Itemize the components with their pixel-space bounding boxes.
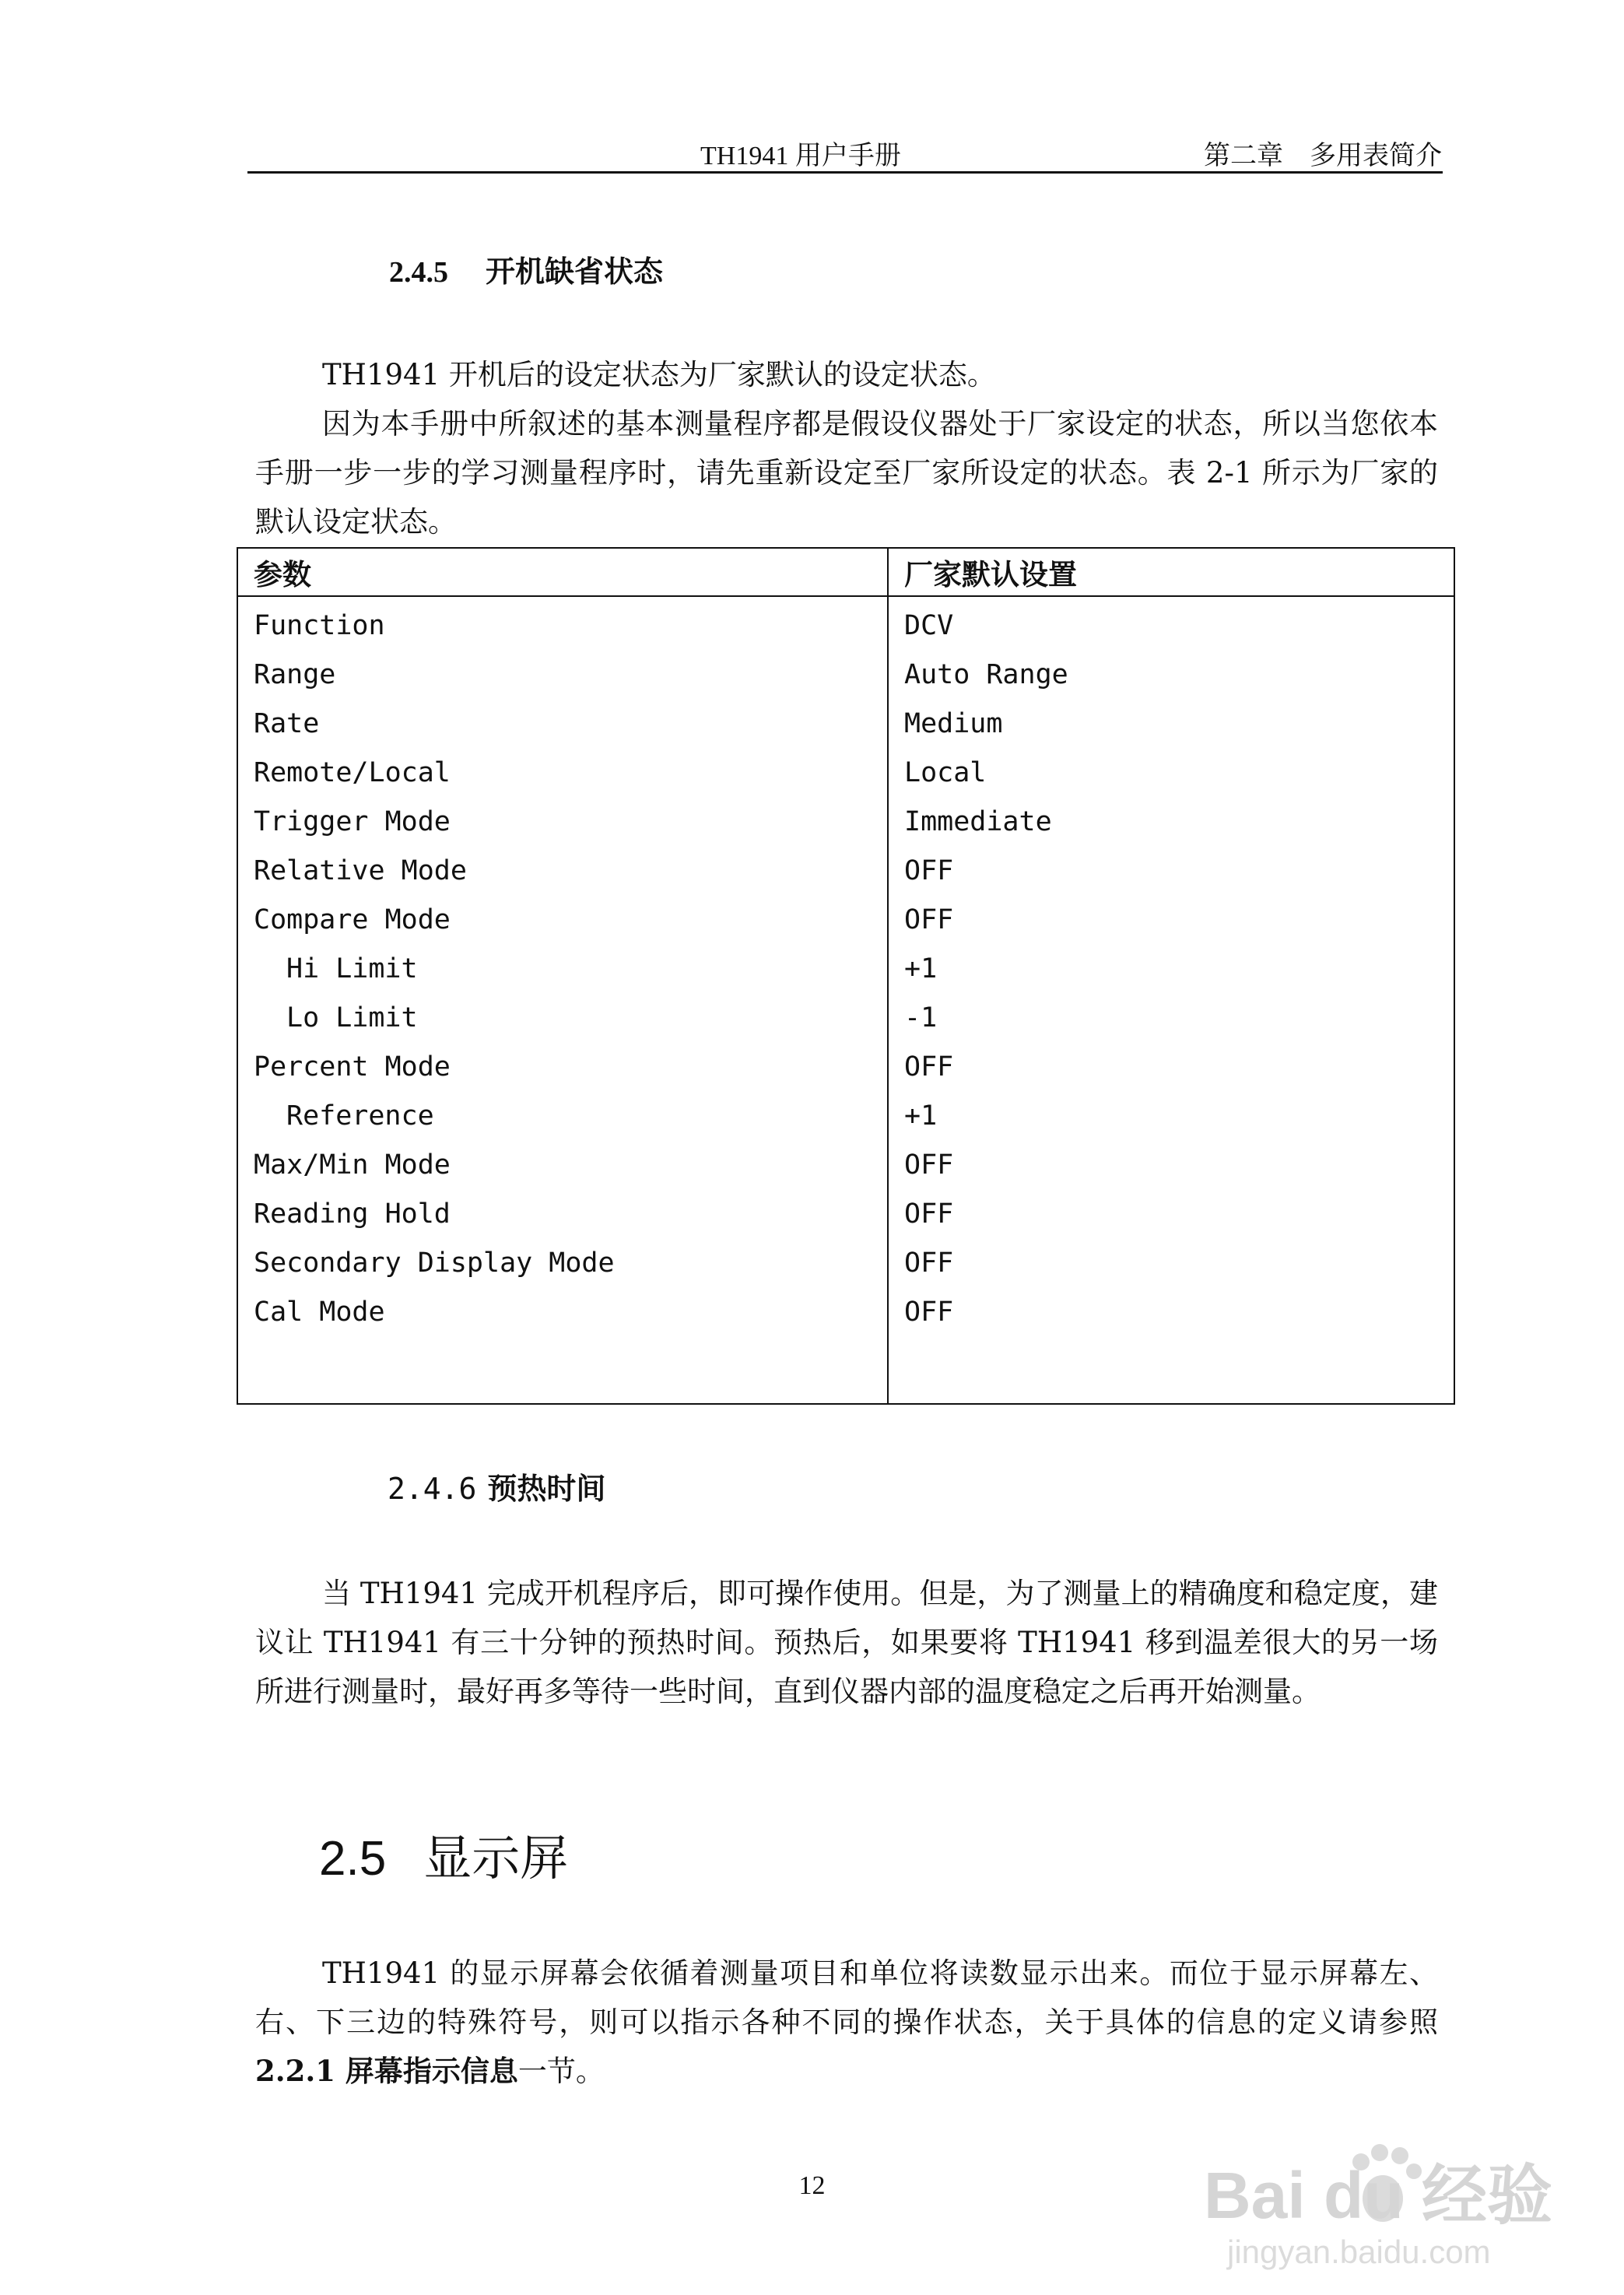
section-2-4-5-heading xyxy=(389,247,663,290)
param-cell: Compare Mode xyxy=(254,904,451,935)
section-2-4-6-heading xyxy=(388,1465,605,1507)
param-cell: Trigger Mode xyxy=(254,806,451,837)
param-cell: Relative Mode xyxy=(254,855,467,886)
warmup-text xyxy=(255,1569,1438,1716)
param-cell: Cal Mode xyxy=(254,1297,385,1328)
value-cell: OFF xyxy=(904,1198,954,1230)
value-column xyxy=(888,596,1454,1404)
section-title: 预热时间 xyxy=(487,1471,606,1506)
param-cell-sub: Hi Limit xyxy=(286,953,418,984)
default-settings-table xyxy=(237,547,1455,1405)
page-number: 12 xyxy=(798,2171,826,2200)
paragraph-tail: 一节。 xyxy=(517,2055,605,2088)
paragraph xyxy=(255,1949,1438,2096)
section-title: 开机缺省状态 xyxy=(486,256,664,289)
value-cell: OFF xyxy=(904,904,954,935)
param-cell: Percent Mode xyxy=(254,1051,451,1083)
param-cell-sub: Reference xyxy=(286,1100,434,1132)
value-cell: OFF xyxy=(904,1248,954,1279)
paragraph: 因为本手册中所叙述的基本测量程序都是假设仪器处于厂家设定的状态，所以当您依本手册一步一步的学习测量程序时，请先重新设定至厂家所设定的状态。表 2-1 所示为厂家的默认设定状态。 xyxy=(255,407,1438,539)
display-text xyxy=(255,1949,1438,2096)
watermark xyxy=(1196,2125,1562,2272)
param-cell: Reading Hold xyxy=(254,1198,451,1230)
value-cell: +1 xyxy=(904,1100,938,1132)
value-cell: Medium xyxy=(904,708,1003,739)
section-2-5-heading xyxy=(319,1820,568,1889)
cross-reference: 2.2.1 屏幕指示信息 xyxy=(255,2054,518,2088)
value-cell: DCV xyxy=(904,610,954,641)
value-cell: OFF xyxy=(904,1051,954,1083)
param-cell: Max/Min Mode xyxy=(254,1149,451,1181)
param-cell: Remote/Local xyxy=(254,757,451,788)
intro-text xyxy=(255,350,1438,546)
watermark-logo: Bai du 经验 xyxy=(1204,2159,1553,2232)
header-title: TH1941 用户手册 xyxy=(700,142,901,170)
paragraph-body: TH1941 的显示屏幕会依循着测量项目和单位将读数显示出来。而位于显示屏幕左、右、下三边的特殊符号，则可以指示各种不同的操作状态，关于具体的信息的定义请参照 xyxy=(255,1956,1438,2039)
section-number: 2.5 xyxy=(319,1832,387,1886)
watermark-url: jingyan.baidu.com xyxy=(1227,2234,1491,2270)
value-cell: Immediate xyxy=(904,806,1052,837)
paragraph: 当 TH1941 完成开机程序后，即可操作使用。但是，为了测量上的精确度和稳定度，建议让 TH1941 有三十分钟的预热时间。预热后，如果要将 TH1941 移到温差很大的另一场所进行测量时，最好再多等待一些时间，直到仪器内部的温度稳定之后再开始测量。 xyxy=(255,1577,1438,1708)
section-title: 显示屏 xyxy=(423,1832,569,1886)
parameter-column xyxy=(237,596,888,1404)
header-parameter: 参数 xyxy=(237,548,888,596)
table-header-row xyxy=(237,548,1454,596)
value-cell: OFF xyxy=(904,855,954,886)
value-cell: OFF xyxy=(904,1149,954,1181)
value-cell: Auto Range xyxy=(904,659,1068,690)
value-cell: -1 xyxy=(904,1002,938,1033)
param-cell: Rate xyxy=(254,708,320,739)
section-number: 2.4.6 xyxy=(388,1472,477,1506)
param-cell-sub: Lo Limit xyxy=(286,1002,418,1033)
section-number: 2.4.5 xyxy=(389,256,448,289)
header-chapter: 第二章 多用表简介 xyxy=(1204,142,1442,170)
param-cell: Secondary Display Mode xyxy=(254,1248,615,1279)
header-default: 厂家默认设置 xyxy=(888,548,1454,596)
value-cell: Local xyxy=(904,757,987,788)
value-cell: OFF xyxy=(904,1297,954,1328)
value-cell: +1 xyxy=(904,953,938,984)
param-cell: Range xyxy=(254,659,336,690)
paragraph: TH1941 开机后的设定状态为厂家默认的设定状态。 xyxy=(322,358,996,391)
param-cell: Function xyxy=(254,610,385,641)
header-divider xyxy=(247,171,1443,174)
table-body-row xyxy=(237,596,1454,1404)
